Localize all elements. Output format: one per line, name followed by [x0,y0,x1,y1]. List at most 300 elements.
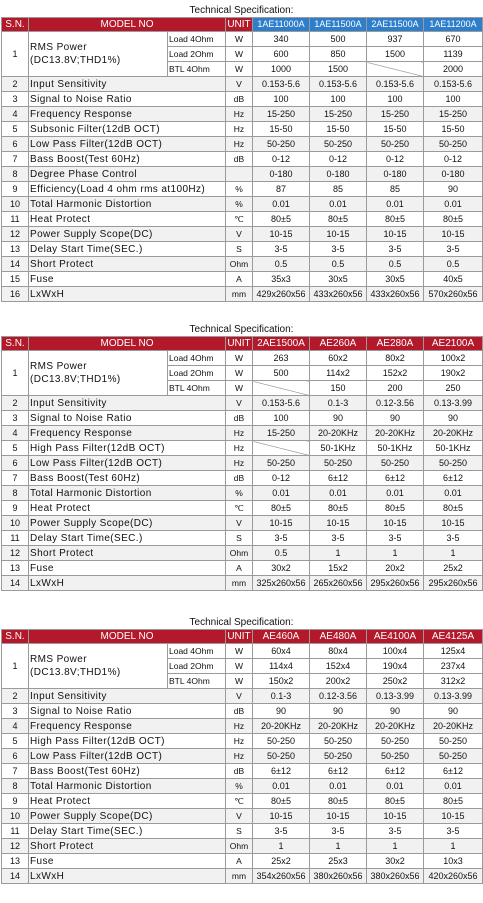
row-sub-label: Load 2Ohm [168,366,226,381]
row-value: 100 [253,411,310,426]
row-sn: 7 [2,471,29,486]
row-value: 80±5 [424,501,483,516]
row-name: Input Sensitivity [29,77,226,92]
row-value: 50-250 [424,734,483,749]
spec-row [2,749,483,764]
row-value: 80x2 [367,351,424,366]
row-name: Total Harmonic Distortion [29,197,226,212]
row-value: 200x2 [310,674,367,689]
row-sn: 5 [2,122,29,137]
row-value: 20-20KHz [253,719,310,734]
row-value: 3-5 [424,824,483,839]
row-value: 10-15 [253,516,310,531]
row-unit: Hz [226,734,253,749]
row-value [253,381,310,396]
row-value: 6±12 [310,764,367,779]
row-value: 90 [367,411,424,426]
row-value: 30x5 [310,272,367,287]
row-value: 0.13-3.99 [424,689,483,704]
row-value: 0-12 [424,152,483,167]
row-unit: A [226,854,253,869]
spec-row [2,689,483,704]
row-value: 6±12 [310,471,367,486]
row-unit: ℃ [226,212,253,227]
row-value: 50-1KHz [367,441,424,456]
rms-label-line2: (DC13.8V;THD1%) [30,374,121,385]
row-unit: % [226,779,253,794]
row-value: 15-250 [424,107,483,122]
row-name-rms-power [29,32,168,77]
spec-row [2,576,483,591]
row-unit: Hz [226,719,253,734]
header-model: 2AE11500A [367,18,424,32]
row-value: 0.5 [253,546,310,561]
row-value: 20-20KHz [367,426,424,441]
row-value: 150x2 [253,674,310,689]
row-value: 80±5 [424,212,483,227]
row-value: 10-15 [424,516,483,531]
spec-row [2,212,483,227]
row-name: Delay Start Time(SEC.) [29,824,226,839]
row-value: 100x4 [367,644,424,659]
row-unit: S [226,531,253,546]
row-unit: Ohm [226,546,253,561]
row-sub-label: Load 2Ohm [168,47,226,62]
spec-row [2,734,483,749]
rms-label-line2: (DC13.8V;THD1%) [30,55,121,66]
row-value: 354x260x56 [253,869,310,884]
row-value: 114x4 [253,659,310,674]
row-value: 0.5 [424,257,483,272]
row-value: 295x260x56 [424,576,483,591]
row-value: 0.153-5.6 [424,77,483,92]
row-value: 90 [424,182,483,197]
row-value: 1 [424,546,483,561]
spec-row [2,227,483,242]
row-unit: Ohm [226,257,253,272]
row-value: 10-15 [310,516,367,531]
header-model: 1AE11200A [424,18,483,32]
row-unit [226,167,253,182]
row-value: 25x3 [310,854,367,869]
row-sn: 11 [2,824,29,839]
spec-row [2,287,483,302]
row-sn: 8 [2,486,29,501]
row-value: 15-50 [310,122,367,137]
row-value: 90 [310,704,367,719]
row-value: 50-1KHz [310,441,367,456]
row-value: 1000 [253,62,310,77]
row-value: 0.1-3 [253,689,310,704]
row-sn: 6 [2,456,29,471]
row-value: 10-15 [367,809,424,824]
row-unit: dB [226,152,253,167]
row-name: LxWxH [29,869,226,884]
row-name: LxWxH [29,576,226,591]
row-unit: Hz [226,122,253,137]
row-value: 3-5 [424,242,483,257]
spec-row [2,197,483,212]
row-unit: V [226,396,253,411]
row-sn: 10 [2,197,29,212]
row-unit: V [226,227,253,242]
spec-row [2,152,483,167]
row-value: 1500 [367,47,424,62]
row-sub-label: BTL 4Ohm [168,674,226,689]
row-value: 937 [367,32,424,47]
row-value: 80±5 [253,794,310,809]
row-unit: Hz [226,749,253,764]
row-value: 15x2 [310,561,367,576]
row-value: 15-250 [367,107,424,122]
spec-row [2,122,483,137]
row-value: 0.13-3.99 [424,396,483,411]
row-value: 420x260x56 [424,869,483,884]
row-value: 0.12-3.56 [367,396,424,411]
row-value: 0.5 [367,257,424,272]
spec-row [2,471,483,486]
row-value: 50-1KHz [424,441,483,456]
row-sn: 11 [2,531,29,546]
header-sn: S.N. [2,337,29,351]
spec-row [2,546,483,561]
row-unit: % [226,182,253,197]
row-value: 570x260x56 [424,287,483,302]
row-unit: W [226,62,253,77]
row-value: 50-250 [310,749,367,764]
row-sn: 1 [2,32,29,77]
row-value: 0.153-5.6 [310,77,367,92]
row-name: Heat Protect [29,501,226,516]
row-sn: 12 [2,546,29,561]
row-value: 50-250 [310,456,367,471]
row-value: 0-12 [253,152,310,167]
spec-row [2,107,483,122]
row-unit: mm [226,869,253,884]
row-value: 15-50 [424,122,483,137]
row-name: Fuse [29,561,226,576]
spec-table-3 [1,629,483,884]
row-value: 3-5 [367,824,424,839]
row-unit: W [226,351,253,366]
row-value: 0.01 [424,197,483,212]
row-value: 0-12 [310,152,367,167]
row-value: 190x2 [424,366,483,381]
header-model: AE4125A [424,630,483,644]
row-value: 90 [424,704,483,719]
row-sn: 15 [2,272,29,287]
row-value: 433x260x56 [310,287,367,302]
spec-row [2,764,483,779]
row-value: 25x2 [253,854,310,869]
row-value: 10-15 [424,227,483,242]
header-model: AE280A [367,337,424,351]
row-sub-label: Load 4Ohm [168,644,226,659]
row-value: 60x4 [253,644,310,659]
row-name: Delay Start Time(SEC.) [29,531,226,546]
row-unit: W [226,32,253,47]
row-value: 2000 [424,62,483,77]
row-value: 10x3 [424,854,483,869]
row-value: 0.01 [253,197,310,212]
row-value: 0.1-3 [310,396,367,411]
row-sn: 12 [2,227,29,242]
row-value [367,62,424,77]
row-sn: 9 [2,501,29,516]
row-value: 6±12 [424,764,483,779]
spec-row [2,456,483,471]
row-name: LxWxH [29,287,226,302]
header-model-no: MODEL NO [29,630,226,644]
row-value: 10-15 [367,227,424,242]
row-value: 250 [424,381,483,396]
row-value: 0.01 [253,779,310,794]
header-model: 1AE11000A [253,18,310,32]
row-unit: dB [226,411,253,426]
row-name: Bass Boost(Test 60Hz) [29,152,226,167]
row-sn: 6 [2,137,29,152]
row-value: 0.153-5.6 [367,77,424,92]
row-value: 90 [253,704,310,719]
row-value: 20-20KHz [310,719,367,734]
header-model: 1AE11500A [310,18,367,32]
row-value: 295x260x56 [367,576,424,591]
row-sub-label: Load 4Ohm [168,32,226,47]
spec-row [2,794,483,809]
spec-row [2,561,483,576]
row-value: 35x3 [253,272,310,287]
row-unit: dB [226,704,253,719]
row-value: 90 [367,704,424,719]
row-value: 600 [253,47,310,62]
row-unit: % [226,486,253,501]
row-value: 15-50 [367,122,424,137]
row-name: Low Pass Filter(12dB OCT) [29,749,226,764]
spec-row [2,809,483,824]
row-name: Power Supply Scope(DC) [29,809,226,824]
row-name: Heat Protect [29,212,226,227]
row-value: 20x2 [367,561,424,576]
header-unit: UNIT [227,19,251,30]
row-value: 20-20KHz [424,426,483,441]
row-value: 50-250 [310,137,367,152]
row-value: 15-250 [253,107,310,122]
spec-table-2 [1,336,483,591]
row-value: 3-5 [367,242,424,257]
row-value: 0.13-3.99 [367,689,424,704]
row-value: 325x260x56 [253,576,310,591]
row-value: 0.01 [367,779,424,794]
row-sn: 2 [2,77,29,92]
row-value: 0.01 [367,197,424,212]
row-sub-label: BTL 4Ohm [168,62,226,77]
row-name: Heat Protect [29,794,226,809]
row-value: 20-20KHz [310,426,367,441]
row-value: 500 [310,32,367,47]
row-value: 50-250 [367,749,424,764]
row-name: Signal to Noise Ratio [29,411,226,426]
row-value: 20-20KHz [367,719,424,734]
row-sn: 14 [2,869,29,884]
row-sn: 7 [2,152,29,167]
row-sn: 3 [2,411,29,426]
row-value: 40x5 [424,272,483,287]
row-value: 6±12 [253,764,310,779]
row-name: Degree Phase Control [29,167,226,182]
row-unit: ℃ [226,501,253,516]
spec-row [2,779,483,794]
row-sn: 1 [2,351,29,396]
row-sn: 3 [2,704,29,719]
row-value: 10-15 [310,227,367,242]
row-sn: 8 [2,779,29,794]
row-name: Fuse [29,854,226,869]
row-value: 1 [367,839,424,854]
row-unit: dB [226,764,253,779]
row-value: 380x260x56 [310,869,367,884]
row-value: 1 [310,839,367,854]
row-value: 125x4 [424,644,483,659]
row-unit: V [226,77,253,92]
row-sn: 4 [2,719,29,734]
row-sn: 5 [2,441,29,456]
row-sn: 9 [2,182,29,197]
spec-section-2 [0,324,483,591]
row-unit: % [226,197,253,212]
row-unit: Hz [226,107,253,122]
row-unit: A [226,561,253,576]
row-unit: Hz [226,426,253,441]
row-sn: 14 [2,257,29,272]
header-model: AE460A [253,630,310,644]
row-name: Delay Start Time(SEC.) [29,242,226,257]
row-name: Frequency Response [29,107,226,122]
row-sn: 7 [2,764,29,779]
spec-section-1 [0,5,483,302]
row-value: 0.01 [367,486,424,501]
row-unit: V [226,809,253,824]
row-value: 3-5 [424,531,483,546]
row-unit: dB [226,471,253,486]
row-value: 50-250 [367,456,424,471]
row-value: 80x4 [310,644,367,659]
row-unit: W [226,644,253,659]
row-value: 429x260x56 [253,287,310,302]
row-sub-label: BTL 4Ohm [168,381,226,396]
spec-row [2,257,483,272]
row-value: 50-250 [367,137,424,152]
row-unit: dB [226,92,253,107]
row-unit: mm [226,576,253,591]
row-value: 10-15 [310,809,367,824]
row-value: 1 [367,546,424,561]
row-value: 6±12 [367,471,424,486]
row-name: Short Protect [29,839,226,854]
row-unit: A [226,272,253,287]
row-name: Bass Boost(Test 60Hz) [29,471,226,486]
spec-row [2,719,483,734]
header-unit: UNIT [227,338,251,349]
row-value: 1 [424,839,483,854]
row-value: 3-5 [310,531,367,546]
row-value: 0-12 [253,471,310,486]
row-value: 312x2 [424,674,483,689]
row-name: Input Sensitivity [29,689,226,704]
row-value: 850 [310,47,367,62]
spec-row-rms [2,644,483,659]
row-value: 10-15 [367,516,424,531]
spec-table-1 [1,17,483,302]
row-value: 90 [424,411,483,426]
row-value: 0.01 [253,486,310,501]
spec-row [2,704,483,719]
row-sn: 13 [2,561,29,576]
row-value: 1500 [310,62,367,77]
row-name: Short Protect [29,546,226,561]
row-sn: 10 [2,516,29,531]
row-value: 3-5 [253,824,310,839]
row-value: 80±5 [310,501,367,516]
row-sn: 13 [2,854,29,869]
spec-row [2,426,483,441]
row-value: 152x4 [310,659,367,674]
header-model-no: MODEL NO [29,337,226,351]
row-value: 87 [253,182,310,197]
spec-row [2,839,483,854]
row-value: 80±5 [367,501,424,516]
row-sub-label: Load 4Ohm [168,351,226,366]
header-model: AE4100A [367,630,424,644]
header-model: 2AE1500A [253,337,310,351]
row-value: 263 [253,351,310,366]
row-value: 6±12 [424,471,483,486]
row-value: 80±5 [253,212,310,227]
row-value: 50-250 [253,749,310,764]
spec-row [2,411,483,426]
row-unit: W [226,47,253,62]
row-sn: 13 [2,242,29,257]
row-value: 60x2 [310,351,367,366]
row-value: 100 [310,92,367,107]
row-sn: 8 [2,167,29,182]
row-sn: 12 [2,839,29,854]
row-sn: 10 [2,809,29,824]
rms-label-line1: RMS Power [30,42,87,53]
row-sn: 9 [2,794,29,809]
row-unit: ℃ [226,794,253,809]
spec-row [2,77,483,92]
row-value: 1 [253,839,310,854]
row-value: 15-250 [310,107,367,122]
row-value: 3-5 [367,531,424,546]
row-name: Power Supply Scope(DC) [29,516,226,531]
row-value: 0-180 [367,167,424,182]
row-value: 433x260x56 [367,287,424,302]
row-value: 0-180 [310,167,367,182]
row-name: Fuse [29,272,226,287]
row-value: 340 [253,32,310,47]
row-value: 85 [310,182,367,197]
row-value: 237x4 [424,659,483,674]
rms-label-line1: RMS Power [30,654,87,665]
row-value: 85 [367,182,424,197]
row-value: 10-15 [253,809,310,824]
section-caption: Technical Specification: [189,617,294,628]
row-value: 0.01 [310,779,367,794]
row-sn: 4 [2,107,29,122]
row-value: 80±5 [367,794,424,809]
row-value: 100 [424,92,483,107]
